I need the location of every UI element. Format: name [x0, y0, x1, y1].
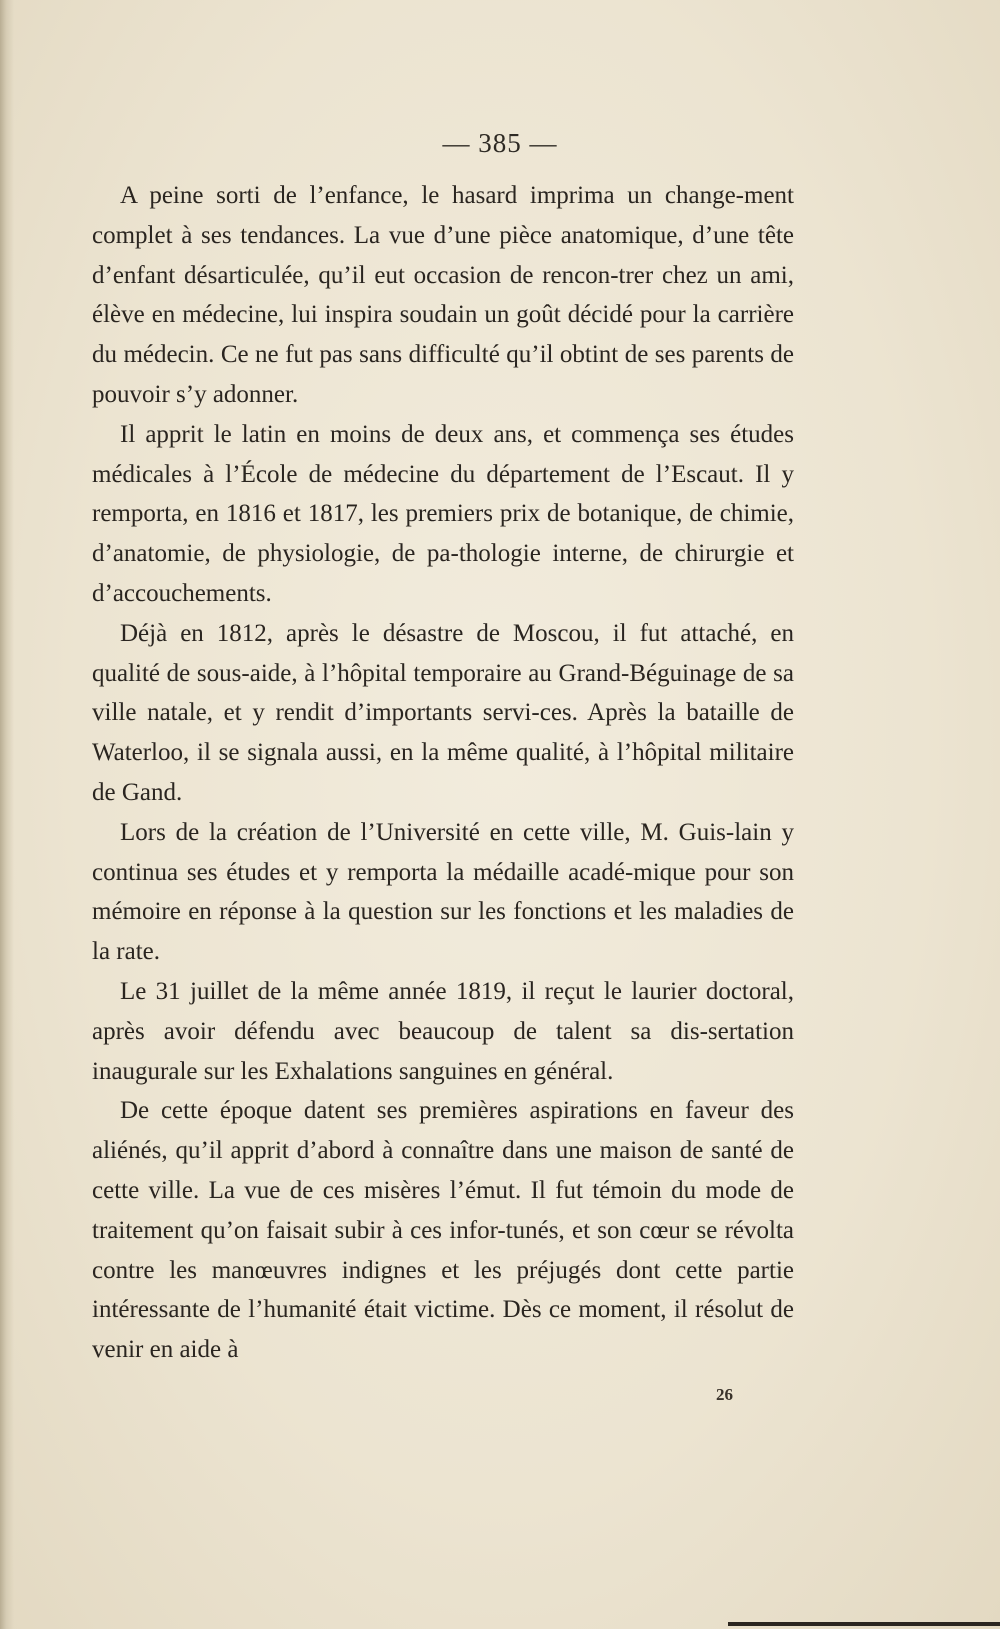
- signature-mark: 26: [716, 1385, 733, 1404]
- paragraph: A peine sorti de l’enfance, le hasard imprima un change-ment complet à ses tendances. La vue d’une pièce anatomique, d’une tête d’enfant désarticulée, qu’il eut occasion de rencon-trer chez un ami, élève en médecine, lui inspira soudain un goût décidé pour la carrière du médecin. Ce ne fut pas sans difficulté qu’il obtint de ses parents de pouvoir s’y adonner.: [92, 182, 794, 408]
- paragraph: Le 31 juillet de la même année 1819, il reçut le laurier doctoral, après avoir défendu avec beaucoup de talent sa dis-sertation inaugurale sur les Exhalations sanguines en général.: [92, 977, 794, 1085]
- page-number: — 385 —: [442, 128, 558, 158]
- paragraph: Déjà en 1812, après le désastre de Moscou, il fut attaché, en qualité de sous-aide, à l’hôpital temporaire au Grand-Béguinage de sa ville natale, et y rendit d’importants servi-ces. Après la bataille de Waterloo, il se signala aussi, en la même qualité, à l’hôpital militaire de Gand.: [92, 619, 794, 806]
- page-binding-edge: [0, 0, 14, 1629]
- paragraph: De cette époque datent ses premières aspirations en faveur des aliénés, qu’il apprit d’abord à connaître dans une maison de santé de cette ville. La vue de ces misères l’émut. Il fut témoin du mode de traitement qu’on faisait subir à ces infor-tunés, et son cœur se révolta contre les manœuvres indignes et les préjugés dont cette partie intéressante de l’humanité était victime. Dès ce moment, il résolut de venir en aide à: [92, 1097, 794, 1364]
- paragraph: Il apprit le latin en moins de deux ans, et commença ses études médicales à l’École de médecine du département de l’Escaut. Il y remporta, en 1816 et 1817, les premiers prix de botanique, de chimie, d’anatomie, de physiologie, de pa-thologie interne, de chirurgie et d’accouchements.: [92, 420, 794, 607]
- bottom-rule: [728, 1622, 1000, 1626]
- paragraph: Lors de la création de l’Université en cette ville, M. Guis-lain y continua ses études et y remporta la médaille acadé-mique pour son mémoire en réponse à la question sur les fonctions et les maladies de la rate.: [92, 818, 794, 966]
- body-text: [92, 176, 794, 1370]
